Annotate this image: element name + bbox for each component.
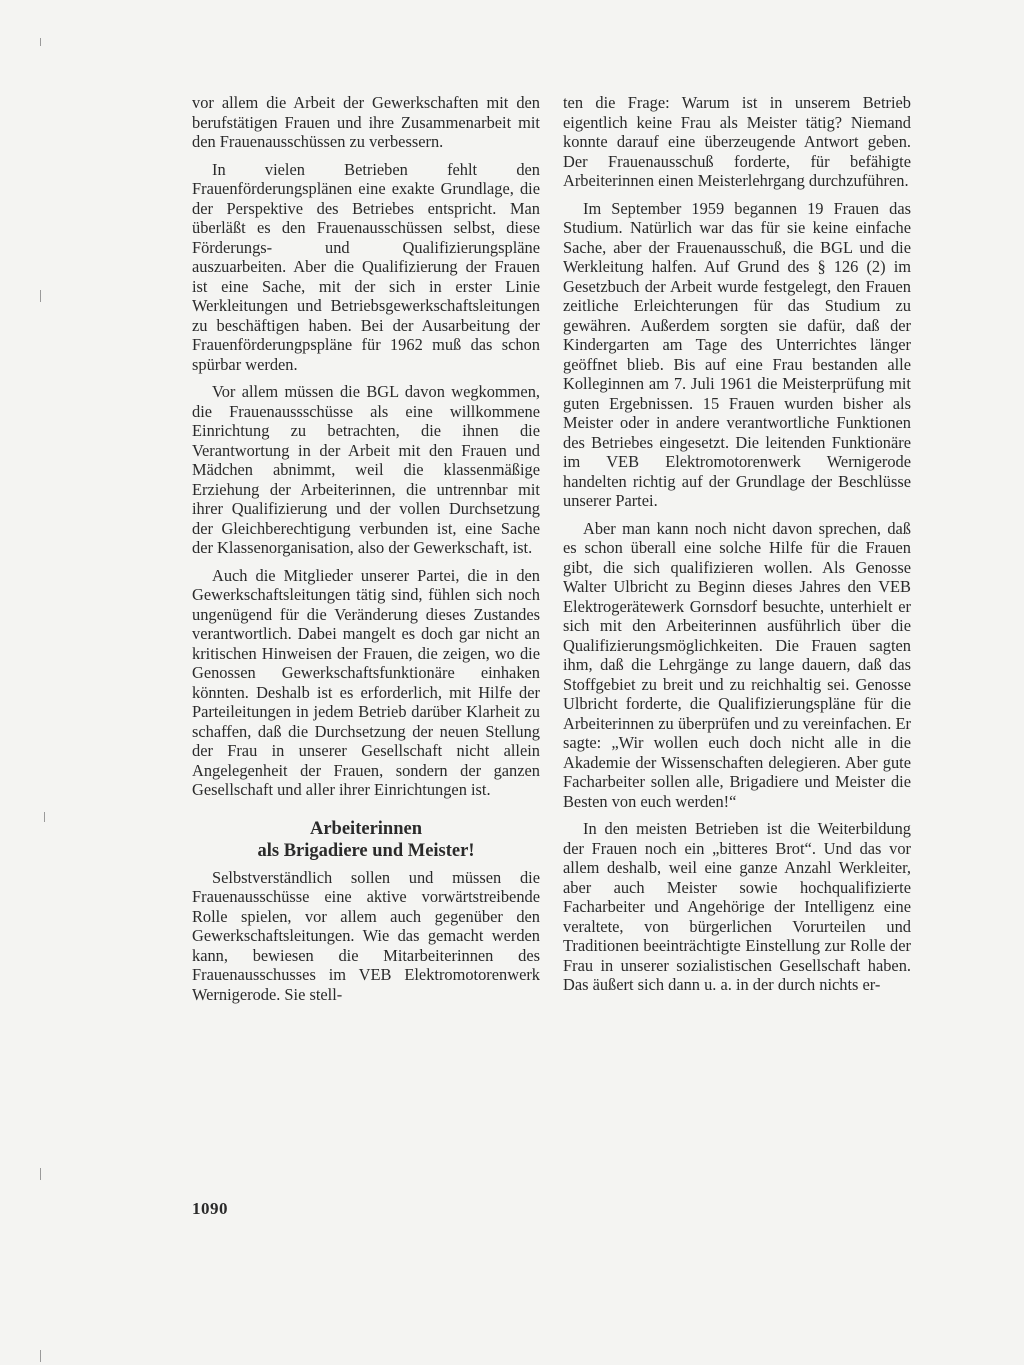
paragraph: ten die Frage: Warum ist in unserem Betrieb eigentlich keine Frau als Meister tätig? Niemand konnte darauf eine überzeugende Antwort geben. Der Frauenausschuß forderte, für befähigte Arbeiterinnen einen Meisterlehrgang durchzuführen. (563, 93, 911, 190)
right-column (563, 93, 911, 1003)
paragraph: Aber man kann noch nicht davon sprechen, daß es schon überall eine solche Hilfe für die Frauen gibt, die sich qualifizieren wollen. Als Genosse Walter Ulbricht zu Beginn dieses Jahres den VEB Elektrogerätewerk Gornsdorf besuchte, unterhielt er sich mit den Arbeiterinnen ausführlich über die Qualifizierungsmöglichkeiten. Die Frauen sagten ihm, daß die Lehrgänge zu lange dauern, daß das Stoffgebiet zu breit und zu reichhaltig sei. Genosse Ulbricht forderte, die Qualifizierungspläne für die Arbeiterinnen zu überprüfen und zu vereinfachen. Er sagte: „Wir wollen euch doch nicht alle in die Akademie der Wissenschaften delegieren. Aber gute Facharbeiter sollen alle, Brigadiere und Meister die Besten von euch werden!“ (563, 518, 911, 811)
left-column (192, 93, 540, 1012)
section-heading-line: Arbeiterinnen (309, 818, 422, 839)
scan-edge-mark (40, 38, 41, 46)
page-number: 1090 (192, 1199, 228, 1218)
paragraph: Im September 1959 begannen 19 Frauen das Studium. Natürlich war das für sie keine einfache Sache, aber der Frauenausschuß, die BGL und die Werkleitung halfen. Auf Grund des § 126 (2) im Gesetzbuch der Arbeit wurde festgelegt, den Frauen zeitliche Erleichterungen für das Studium zu gewähren. Außerdem sorgten sie dafür, daß der Kindergarten am Tage des Unterrichtes länger geöffnet blieb. Bis auf eine Frau bestanden alle Kolleginnen am 7. Juli 1961 die Meisterprüfung mit guten Ergebnissen. 15 Frauen wurden bisher als Meister oder in andere verantwortliche Funktionen des Betriebes eingesetzt. Die leitenden Funktionäre im VEB Elektromotorenwerk Wernigerode handelten richtig auf der Grundlage der Beschlüsse unserer Partei. (563, 198, 911, 510)
scan-edge-mark (40, 1350, 41, 1362)
scan-edge-mark (44, 812, 45, 822)
section-heading (192, 818, 540, 862)
scan-edge-mark (40, 290, 41, 302)
scan-edge-mark (40, 1168, 41, 1180)
section-heading-line: als Brigadiere und Meister! (257, 840, 475, 861)
paragraph: vor allem die Arbeit der Gewerkschaften mit den berufstätigen Frauen und ihre Zusammenarbeit mit den Frauenausschüssen zu verbessern. (192, 93, 540, 151)
paragraph: In den meisten Betrieben ist die Weiterbildung der Frauen noch ein „bitteres Brot“. Und das vor allem deshalb, weil eine ganze Anzahl Werkleiter, aber auch Meister sowie hochqualifizierte Facharbeiter und Angehörige der Intelligenz eine veraltete, von bürgerlichen Vorurteilen und Traditionen beeinträchtigte Einstellung zur Rolle der Frau in unserer sozialistischen Gesellschaft haben. Das äußert sich dann u. a. in der durch nichts er- (563, 819, 911, 994)
paragraph: Vor allem müssen die BGL davon wegkommen, die Frauenaussschüsse als eine willkommene Einrichtung zu betrachten, die ihnen die Verantwortung in der Arbeit mit den Frauen und Mädchen abnimmt, weil die klassenmäßige Erziehung der Arbeiterinnen, die untrennbar mit ihrer Qualifizierung und der vollen Durchsetzung der Gleichberechtigung verbunden ist, eine Sache der Klassenorganisation, also der Gewerkschaft, ist. (192, 382, 540, 557)
paragraph: In vielen Betrieben fehlt den Frauenförderungsplänen eine exakte Grundlage, die der Perspektive des Betriebes entspricht. Man überläßt es den Frauenausschüssen selbst, diese Förderungs- und Qualifizierungspläne auszuarbeiten. Aber die Qualifizierung der Frauen ist eine Sache, mit der sich in erster Linie Werkleitungen und Betriebsgewerkschaftsleitungen zu beschäftigen haben. Bei der Ausarbeitung der Frauenförderungpspläne für 1962 muß das schon spürbar werden. (192, 159, 540, 374)
paragraph: Auch die Mitglieder unserer Partei, die in den Gewerkschaftsleitungen tätig sind, fühlen sich noch ungenügend für die Veränderung dieses Zustandes verantwortlich. Dabei mangelt es doch gar nicht an kritischen Hinweisen der Frauen, die zeigen, wo die Genossen Gewerkschaftsfunktionäre einhaken könnten. Deshalb ist es erforderlich, mit Hilfe der Parteileitungen in jedem Betrieb darüber Klarheit zu schaffen, daß die Durchsetzung der neuen Stellung der Frau in unserer Gesellschaft nicht allein Angelegenheit der Frauen, sondern der ganzen Gesellschaft und aller ihrer Einrichtungen ist. (192, 565, 540, 799)
paragraph: Selbstverständlich sollen und müssen die Frauenausschüsse eine aktive vorwärtstreibende Rolle spielen, vor allem auch gegenüber den Gewerkschaftsleitungen. Wie das gemacht werden kann, bewiesen die Mitarbeiterinnen des Frauenausschusses im VEB Elektromotorenwerk Wernigerode. Sie stell- (192, 867, 540, 1004)
